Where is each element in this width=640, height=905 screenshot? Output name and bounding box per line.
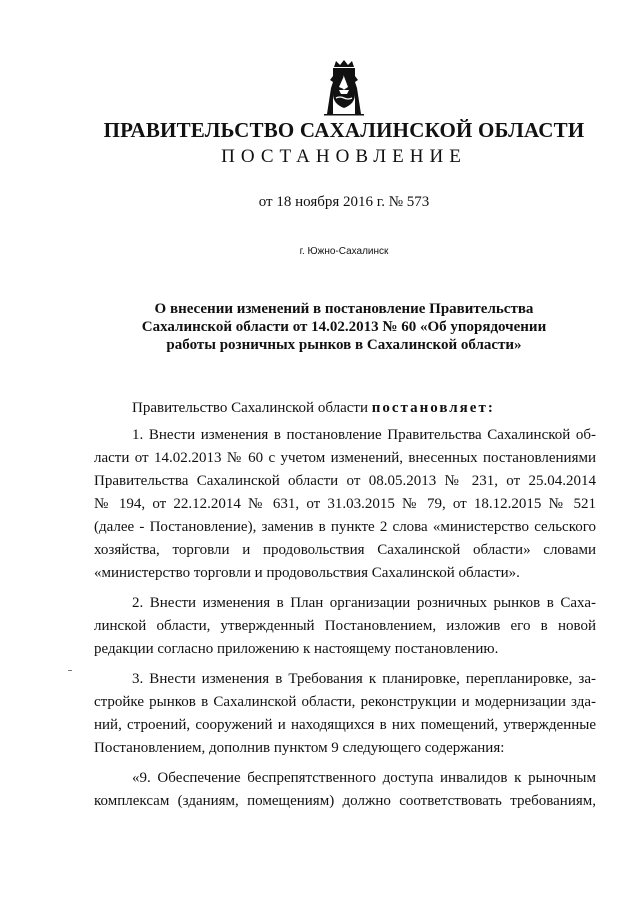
paragraph-line: «министерство торговли и продовольствия Сахалинской области». (94, 565, 520, 581)
paragraph-line: хозяйства, торговли и продовольствия Сахалинской области» словами (94, 542, 596, 558)
subject-line: О внесении изменений в постановление Правительства (154, 301, 534, 317)
paragraph-line: ний, строений, сооружений и находящихся в них помещений, утвержденные (94, 717, 596, 733)
coat-of-arms-icon (314, 58, 374, 116)
paragraph-line: комплексам (зданиям, помещениям) должно соответствовать требованиям, (94, 793, 596, 809)
paragraph-line: 2. Внести изменения в План организации розничных рынков в Саха- (132, 595, 596, 611)
subject-line: Сахалинской области от 14.02.2013 № 60 «Об упорядочении (141, 319, 547, 335)
paragraph-line: (далее - Постановление), заменив в пункте 2 слова «министерство сельского (94, 519, 596, 535)
paragraph-line: «9. Обеспечение беспрепятственного доступа инвалидов к рыночным (132, 770, 596, 786)
document-body (94, 397, 596, 813)
document-type: ПОСТАНОВЛЕНИЕ (221, 146, 467, 167)
document-subject (0, 300, 640, 354)
paragraph-line: стройке рынков в Сахалинской области, реконструкции и модернизации зда- (94, 694, 596, 710)
paragraph-2 (94, 592, 596, 661)
subject-line: работы розничных рынков в Сахалинской области» (166, 337, 522, 353)
paragraph-line: 3. Внести изменения в Требования к планировке, перепланировке, за- (132, 671, 596, 687)
paragraph-line: 1. Внести изменения в постановление Правительства Сахалинской об- (132, 427, 596, 443)
document-city: г. Южно-Сахалинск (299, 246, 389, 257)
margin-mark (68, 670, 72, 671)
paragraph-1 (94, 424, 596, 585)
paragraph-line: Постановлением, дополнив пунктом 9 следующего содержания: (94, 740, 505, 756)
document-date-number: от 18 ноября 2016 г. № 573 (258, 194, 430, 210)
paragraph-3 (94, 668, 596, 760)
intro-text: Правительство Сахалинской области (132, 400, 372, 416)
paragraph-line: редакции согласно приложению к настоящему постановлению. (94, 641, 499, 657)
paragraph-line: № 194, от 22.12.2014 № 631, от 31.03.2015 № 79, от 18.12.2015 № 521 (94, 496, 596, 512)
paragraph-line: ласти от 14.02.2013 № 60 с учетом изменений, внесенных постановлениями (94, 450, 596, 466)
government-title: ПРАВИТЕЛЬСТВО САХАЛИНСКОЙ ОБЛАСТИ (103, 118, 585, 142)
paragraph-line: линской области, утвержденный Постановлением, изложив его в новой (94, 618, 596, 634)
paragraph-4 (94, 767, 596, 813)
intro-paragraph (94, 397, 596, 420)
paragraph-line: Правительства Сахалинской области от 08.05.2013 № 231, от 25.04.2014 (94, 473, 596, 489)
intro-keyword: постановляет: (371, 400, 495, 416)
